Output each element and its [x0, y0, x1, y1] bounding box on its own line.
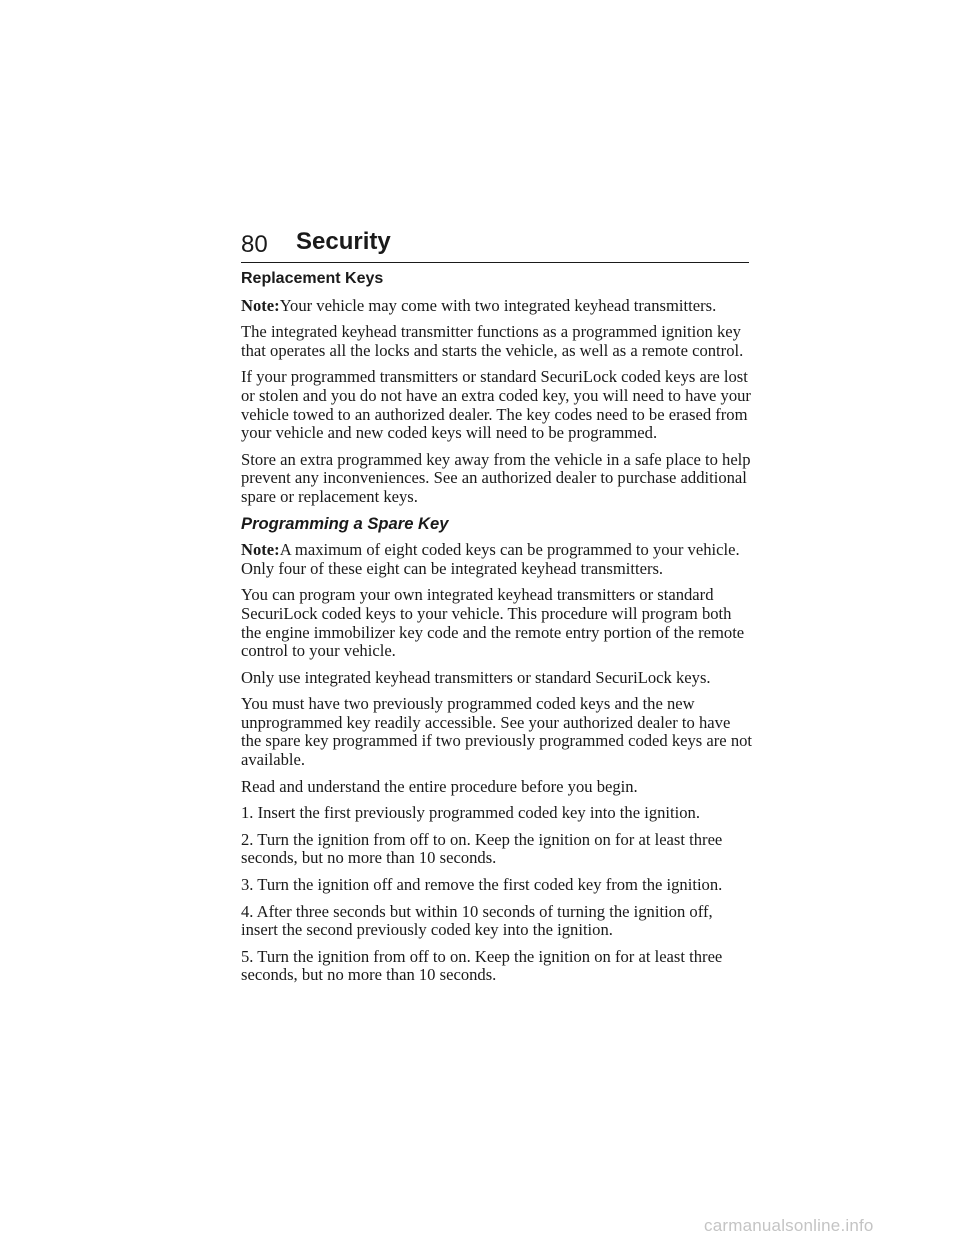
paragraph: If your programmed transmitters or standard SecuriLock coded keys are lost or stolen and you do not have an extra coded key, you will need to have your vehicle towed to an authorized dealer. The key codes need to be erased from your vehicle and new coded keys will need to be programmed. [241, 367, 751, 443]
step-item: 5. Turn the ignition from off to on. Keep the ignition on for at least three seconds, but no more than 10 seconds. [241, 946, 723, 985]
section-title: Security [296, 228, 391, 255]
page-number: 80 [241, 231, 268, 258]
note-label: Note: [241, 540, 280, 560]
note-paragraph [241, 297, 753, 316]
step-item: 4. After three seconds but within 10 seconds of turning the ignition off, insert the second previously coded key into the ignition. [241, 901, 713, 940]
heading-programming-spare-key: Programming a Spare Key [241, 513, 449, 533]
paragraph: You can program your own integrated keyhead transmitters or standard SecuriLock coded keys to your vehicle. This procedure will program both the engine immobilizer key code and the remote entry portion of the remote control to your vehicle. [241, 585, 745, 661]
page-header [241, 228, 749, 263]
heading-replacement-keys: Replacement Keys [241, 270, 384, 287]
paragraph: Read and understand the entire procedure before you begin. [241, 776, 638, 796]
step-item: 1. Insert the first previously programmed coded key into the ignition. [241, 803, 700, 823]
note-paragraph [241, 541, 753, 578]
paragraph: Store an extra programmed key away from the vehicle in a safe place to help prevent any inconveniences. See an authorized dealer to purchase additional spare or replacement keys. [241, 449, 751, 506]
watermark: carmanualsonline.info [704, 1216, 874, 1235]
note-text: A maximum of eight coded keys can be programmed to your vehicle. Only four of these eight can be integrated keyhead transmitters. [241, 540, 740, 578]
note-text: Your vehicle may come with two integrated keyhead transmitters. [279, 295, 717, 315]
step-item: 3. Turn the ignition off and remove the first coded key from the ignition. [241, 875, 723, 895]
note-label: Note: [241, 295, 280, 315]
paragraph: You must have two previously programmed coded keys and the new unprogrammed key readily accessible. See your authorized dealer to have the spare key programmed if two previously programmed coded keys are not available. [241, 694, 753, 770]
paragraph: The integrated keyhead transmitter functions as a programmed ignition key that operates all the locks and starts the vehicle, as well as a remote control. [241, 322, 744, 360]
paragraph: Only use integrated keyhead transmitters or standard SecuriLock keys. [241, 667, 711, 687]
page-content [241, 270, 753, 993]
step-item: 2. Turn the ignition from off to on. Keep the ignition on for at least three seconds, but no more than 10 seconds. [241, 829, 723, 868]
